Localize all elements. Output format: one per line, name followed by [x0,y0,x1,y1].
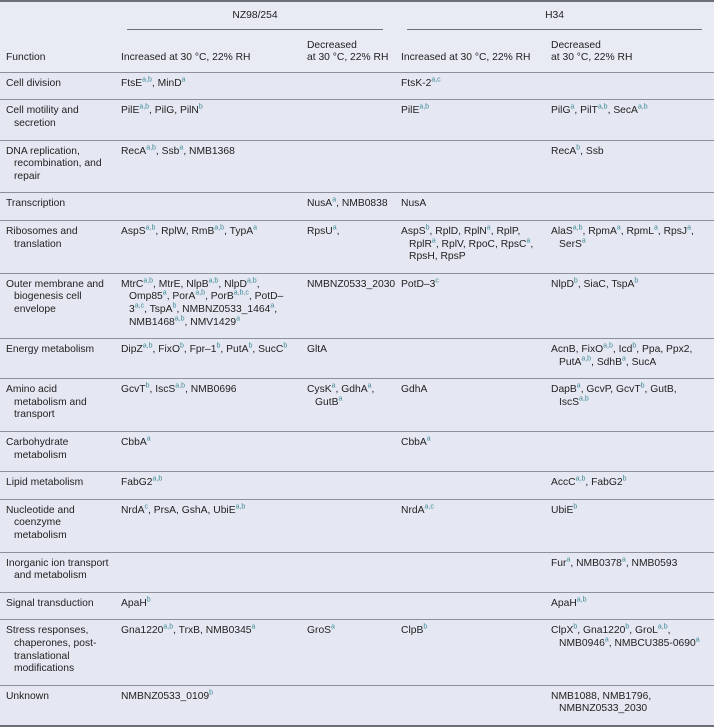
protein: SucA [631,356,657,368]
protein: RecA [121,145,147,157]
table-row [0,100,714,140]
h34-increased-cell [395,432,545,472]
group-header-h34 [395,1,714,36]
protein: PilG [551,105,571,117]
footnote-mark: b [634,277,639,285]
footnote-mark: a [570,103,575,111]
footnote-mark: a [576,382,581,390]
protein: Ppx2 [666,344,690,356]
table-row [0,339,714,379]
nz98-increased-cell [115,472,301,500]
nz98-decreased-cell [301,685,395,726]
footnote-mark: a,c [424,503,434,511]
protein: TspA [611,278,635,290]
protein: PorA [172,291,196,303]
h34-increased-cell [395,472,545,500]
protein: SdhB [596,356,623,368]
protein: NMV1429 [190,316,237,328]
footnote-mark: a [338,395,343,403]
protein: NlpD [224,278,247,290]
nz98-increased-cell: Gna1220$^{a,b}$, TrxB, NMB0345$^a$ [121,623,256,637]
h34-decreased-cell: AlaS$^{a,b}$, RpmA$^a$, RpmL$^a$, RpsJ$^a$, SerS$^a$ [551,224,694,250]
protein: RpsP [440,251,466,263]
nz98-increased-cell [115,592,301,620]
protein: RecA [551,145,577,157]
protein: SiaC [583,278,606,290]
protein: GutB [315,396,339,408]
nz98-increased-cell: AspS$^{a,b}$, RplW, RmB$^{a,b}$, TypA$^a$ [121,224,257,237]
protein: CysK [307,384,332,396]
protein: RplP [496,225,518,237]
h34-increased-cell [395,193,545,221]
protein: DipZ [121,344,143,356]
table-row [0,472,714,500]
h34-decreased-cell: PilG$^a$, PilT$^{a,b}$, SecA$^{a,b}$ [551,103,648,117]
protein: NMB1088 [551,690,597,702]
function-cell: Signal transduction [6,597,94,609]
protein: SerS [559,238,582,250]
footnote-mark: a,c [431,76,441,84]
table-row [0,72,714,100]
footnote-mark: a [236,315,240,323]
nz98-increased-cell [115,685,301,726]
footnote-mark: a,b [139,103,150,111]
footnote-mark: a,b [195,289,206,297]
footnote-mark: a [486,224,491,232]
protein: FixO [158,344,180,356]
column-header-increased: Increased at 30 °C, 22% RH [115,36,301,73]
protein: PilE [401,105,420,117]
footnote-mark: a,b [214,224,225,232]
function-cell: Outer membrane and biogenesis cell envelope [6,278,104,315]
footnote-mark: a,b [145,224,156,232]
footnote-mark: a,b [637,103,648,111]
footnote-mark: a [604,636,609,644]
footnote-mark: a,b [657,623,668,631]
footnote-mark: b [209,689,214,697]
footnote-mark: a,b [146,144,156,152]
h34-decreased-cell: NMB1088, NMB1796, NMBNZ0533_2030 [551,690,652,715]
footnote-mark: a,b [603,342,613,350]
footnote-mark: b [622,475,627,483]
protein: NMB0593 [631,557,678,569]
h34-decreased-cell: AcnB, FixO$^{a,b}$, Icd$^b$, Ppa, Ppx2, PutA$^{a,b}$, SdhB$^a$, SucA [551,342,693,368]
table-row [0,193,714,221]
nz98-decreased-cell [301,100,395,140]
footnote-mark: a [687,224,691,232]
dec-line2: at 30 °C, 22% RH [551,52,633,64]
footnote-mark: b [632,342,637,350]
h34-decreased-cell: ClpX$^b$, Gna1220$^b$, GroL$^{a,b}$, NMB0946$^a$, NMBCU385-0690$^a$ [551,623,700,649]
protein: NMB1468 [129,316,175,328]
footnote-mark: a [526,237,531,245]
function-cell: Cell motility and secretion [6,105,79,129]
protein: RplR [409,238,432,250]
protein: RpoC [468,238,495,250]
protein: GroS [307,625,332,637]
footnote-mark: a,b [152,475,163,483]
group-label: NZ98/254 [127,10,383,30]
protein: RplV [441,238,463,250]
footnote-mark: b [145,382,150,390]
dec-line2: at 30 °C, 22% RH [307,52,389,64]
protein: Ssb [161,145,180,157]
function-cell: Cell division [6,77,61,89]
h34-decreased-cell [545,499,714,552]
nz98-decreased-cell [301,620,395,685]
footnote-mark: b [283,342,288,350]
column-header-decreased [301,36,395,73]
function-cell: Energy metabolism [6,344,95,356]
protein: NusA [401,198,427,210]
protein: PotD–3 [401,278,436,290]
protein: PilG [154,105,175,117]
footnote-mark: a,b [175,382,186,390]
footnote-mark: a,b [575,475,586,483]
function-cell: Unknown [6,690,49,702]
h34-increased-cell [395,339,545,379]
protein: RpsU [307,225,333,237]
column-header-function: Function [0,36,115,73]
footnote-mark: a,b [143,277,154,285]
group-header-nz98 [115,1,395,36]
table-row [0,379,714,432]
h34-decreased-cell: AccC$^{a,b}$, FabG2$^b$ [551,475,627,489]
protein: MtrE [158,278,181,290]
nz98-decreased-cell: CysK$^a$, GdhA$^a$, GutB$^a$ [307,382,375,408]
protein: RpsH [409,251,435,263]
protein: ApaH [551,597,577,609]
footnote-mark: b [248,342,253,350]
protein: IscS [155,384,176,396]
footnote-mark: b [573,623,578,631]
h34-decreased-cell: DapB$^a$, GcvP, GcvT$^b$, GutB, IscS$^{a,b}$ [551,382,677,408]
protein: ApaH [121,597,147,609]
h34-increased-cell [395,499,545,552]
nz98-increased-cell: FtsE$^{a,b}$, MinD$^a$ [121,76,186,89]
footnote-mark: b [576,144,581,152]
protein: AspS [121,225,146,237]
dec-line1: Decreased [307,39,357,51]
h34-decreased-cell [545,592,714,620]
protein: NrdA [121,504,145,516]
protein: TspA [149,303,173,315]
protein: AccC [551,477,576,489]
protein: RplD [435,225,459,237]
protein: RplN [463,225,487,237]
h34-increased-cell [395,592,545,620]
footnote-mark: b [198,103,203,111]
footnote-mark: a,b [246,277,257,285]
protein: GdhA [341,384,368,396]
footnote-mark: c [144,503,148,511]
footnote-mark: a [179,144,184,152]
protein: AlaS [551,225,573,237]
footnote-mark: a [162,289,167,297]
nz98-increased-cell [115,552,301,592]
h34-increased-cell [395,100,545,140]
footnote-mark: a [653,224,658,232]
footnote-mark: a [146,435,151,443]
footnote-mark: a [426,435,431,443]
footnote-mark: a,b [572,224,583,232]
protein: PutA [226,344,249,356]
footnote-mark: a,b,c [233,289,249,297]
protein: NMBCU385-0690 [614,638,696,649]
dec-line1: Decreased [551,39,601,51]
protein: NMBNZ0533_0109 [121,690,210,702]
protein: Gna1220 [121,625,164,637]
protein: Ssb [585,145,604,157]
protein: NusA [307,198,333,210]
table-row [0,685,714,726]
nz98-decreased-cell [301,273,395,338]
footnote-mark: b [172,302,177,310]
h34-decreased-cell: NlpD$^b$, SiaC, TspA$^b$ [551,277,639,290]
footnote-mark: b [573,277,578,285]
h34-decreased-cell [545,432,714,472]
protein: GcvT [616,384,641,396]
protein: NMB0946 [559,638,605,649]
footnote-mark: a,b [142,76,152,84]
protein: RpsJ [663,225,688,237]
footnote-mark: a [566,556,571,564]
footnote-mark: a [253,224,257,232]
footnote-mark: b [625,623,630,631]
nz98-increased-cell: DipZ$^{a,b}$, FixO$^b$, Fpr–1$^b$, PutA$^b$, SucC$^b$ [121,342,288,356]
footnote-mark: c [435,277,439,285]
footnote-mark: a,b [174,315,185,323]
protein: NMB0696 [190,384,237,396]
footnote-mark: b [216,342,221,350]
h34-decreased-cell [545,72,714,100]
protein: PrsA [153,504,177,516]
h34-increased-cell [395,620,545,685]
protein: NMBNZ0533_2030 [559,703,648,715]
nz98-decreased-cell [301,140,395,193]
protein: Omp85 [129,291,163,303]
footnote-mark: a,b [142,342,153,350]
protein: PotD–3 [129,291,284,315]
protein: NMB0838 [341,198,388,210]
protein: PorB [210,291,234,303]
protein: Fur [551,557,567,569]
footnote-mark: a [251,623,256,631]
protein: RpsC [500,238,527,250]
nz98-increased-cell: PilE$^{a,b}$, PilG, PilN$^b$ [121,103,203,117]
footnote-mark: b [146,596,151,604]
protein: DapB [551,384,577,396]
footnote-mark: a [616,224,621,232]
protein: CbbA [401,437,427,449]
column-header-decreased [545,36,714,73]
table-row [0,592,714,620]
protein: GltA [307,344,328,356]
function-cell: Inorganic ion transport and metabolism [6,557,109,582]
protein: Gna1220 [582,625,626,637]
nz98-decreased-cell [301,592,395,620]
protein: TypA [229,225,254,237]
protein: IscS [559,396,580,408]
nz98-increased-cell [115,432,301,472]
protein: GdhA [401,384,428,396]
group-label: H34 [407,10,702,30]
footnote-mark: a [332,224,337,232]
footnote-mark: a [332,196,337,204]
h34-increased-cell [395,685,545,726]
function-cell: Ribosomes and translation [6,225,78,250]
protein: MinD [157,77,182,89]
protein: FabG2 [591,477,623,489]
function-cell: Amino acid metabolism and transport [6,384,87,421]
nz98-decreased-cell [301,552,395,592]
nz98-increased-cell: MtrC$^{a,b}$, MtrE, NlpB$^{a,b}$, NlpD$^{a,b}$, Omp85$^a$, PorA$^{a,b}$, PorB$^{a,b,c}$, PotD–3$^{a,c}$, TspA$^b$, NMBNZ0533_1464$^a$, NMB1468$^{a,b}$, NMV1429$^a$ [121,277,284,328]
protein: PilN [179,105,199,117]
h34-increased-cell [395,552,545,592]
footnote-mark: b [179,342,184,350]
protein: NMB0378 [576,557,622,569]
protein: RmB [191,225,215,237]
protein: FabG2 [121,477,153,489]
protein: NMB0345 [205,625,252,637]
h34-increased-cell [395,140,545,193]
protein: FtsK-2 [401,77,432,89]
protein: Icd [618,344,633,356]
function-cell: Nucleotide and coenzyme metabolism [6,504,75,542]
protein: NrdA [401,504,425,516]
function-cell: Lipid metabolism [6,477,84,489]
h34-decreased-cell [545,193,714,221]
footnote-mark: a [181,76,186,84]
nz98-increased-cell: RecA$^{a,b}$, Ssb$^a$, NMB1368 [121,144,235,157]
protein: NlpD [551,278,574,290]
protein: TrxB [178,625,201,637]
h34-decreased-cell: RecA$^b$, Ssb [551,144,604,157]
h34-increased-cell: AspS$^b$, RplD, RplN$^a$, RplP, RplR$^a$, RplV, RpoC, RpsC$^a$, RpsH, RpsP [401,224,534,263]
table-row [0,552,714,592]
function-cell: Carbohydrate metabolism [6,437,69,461]
protein: NMBNZ0533_1464 [182,303,271,315]
protein: GcvP [586,384,611,396]
footnote-mark: a [431,237,436,245]
column-header-increased: Increased at 30 °C, 22% RH [395,36,545,73]
table-row [0,273,714,338]
protein: GutB [650,384,674,396]
corner [0,1,115,36]
protein: PilT [580,105,598,117]
nz98-decreased-cell: NusA$^a$, NMB0838 [307,196,388,210]
footnote-mark: a,b [235,503,246,511]
footnote-mark: a,b [163,623,174,631]
nz98-decreased-cell [301,339,395,379]
protein: FtsE [121,77,143,89]
footnote-mark: a [622,355,626,363]
table-row [0,140,714,193]
protein: NlpB [186,278,209,290]
h34-increased-cell [395,379,545,432]
h34-decreased-cell: Fur$^a$, NMB0378$^a$, NMB0593 [551,556,678,569]
protein: NMB1368 [189,145,235,157]
protein: CbbA [121,437,147,449]
protein: RpmL [626,225,654,237]
footnote-mark: a [331,623,335,631]
protein: SucC [258,344,284,356]
footnote-mark: b [423,623,428,631]
footnote-mark: a,b [581,355,592,363]
nz98-increased-cell: NrdA$^c$, PrsA, GshA, UbiE$^{a,b}$ [121,503,246,516]
protein: NMBNZ0533_2030 [307,278,396,290]
nz98-decreased-cell [301,432,395,472]
h34-increased-cell [395,72,545,100]
footnote-mark: a,b [208,277,219,285]
footnote-mark: a [367,382,372,390]
protein: GroL [635,625,658,637]
table-row [0,220,714,273]
footnote-mark: a,b [579,395,589,403]
footnote-mark: a [331,382,336,390]
nz98-decreased-cell [301,72,395,100]
protein: AcnB [551,344,576,356]
protein: ClpX [551,625,574,637]
protein: MtrC [121,278,144,290]
table-row [0,432,714,472]
protein: GcvT [121,384,146,396]
nz98-increased-cell: GcvT$^b$, IscS$^{a,b}$, NMB0696 [121,382,237,396]
protein: GshA [181,504,208,516]
h34-increased-cell [395,273,545,338]
footnote-mark: a,b [419,103,430,111]
table-row [0,499,714,552]
footnote-mark: b [640,382,645,390]
footnote-mark: a [581,237,586,245]
footnote-mark: a,c [134,302,145,310]
footnote-mark: a [621,556,626,564]
nz98-decreased-cell [301,499,395,552]
protein: FixO [581,344,604,356]
nz98-decreased-cell: RpsU$^a$, [307,224,340,237]
footnote-mark: b [425,224,430,232]
footnote-mark: a [270,302,275,310]
protein: UbiE [213,504,236,516]
function-cell: Stress responses, chaperones, post-translational modifications [6,625,97,675]
protein: PutA [559,356,582,368]
protein: RplW [161,225,186,237]
function-cell: DNA replication, recombination, and repair [6,145,102,182]
table-body [0,72,714,726]
protein: RpmA [588,225,617,237]
function-cell: Transcription [6,198,66,210]
protein: NMB1796 [602,690,649,702]
protein: Fpr–1 [189,344,217,356]
protein: Ppa [641,344,661,356]
table-row [0,620,714,685]
protein: UbiE [551,504,574,516]
nz98-decreased-cell [301,472,395,500]
footnote-mark: a,b [597,103,608,111]
footnote-mark: b [573,503,578,511]
protein: ClpB [401,625,424,637]
protein: PilE [121,105,140,117]
protein: SecA [613,105,638,117]
footnote-mark: a [695,636,700,644]
footnote-mark: a,b [576,596,587,604]
nz98-increased-cell [115,193,301,221]
protein: AspS [401,225,426,237]
